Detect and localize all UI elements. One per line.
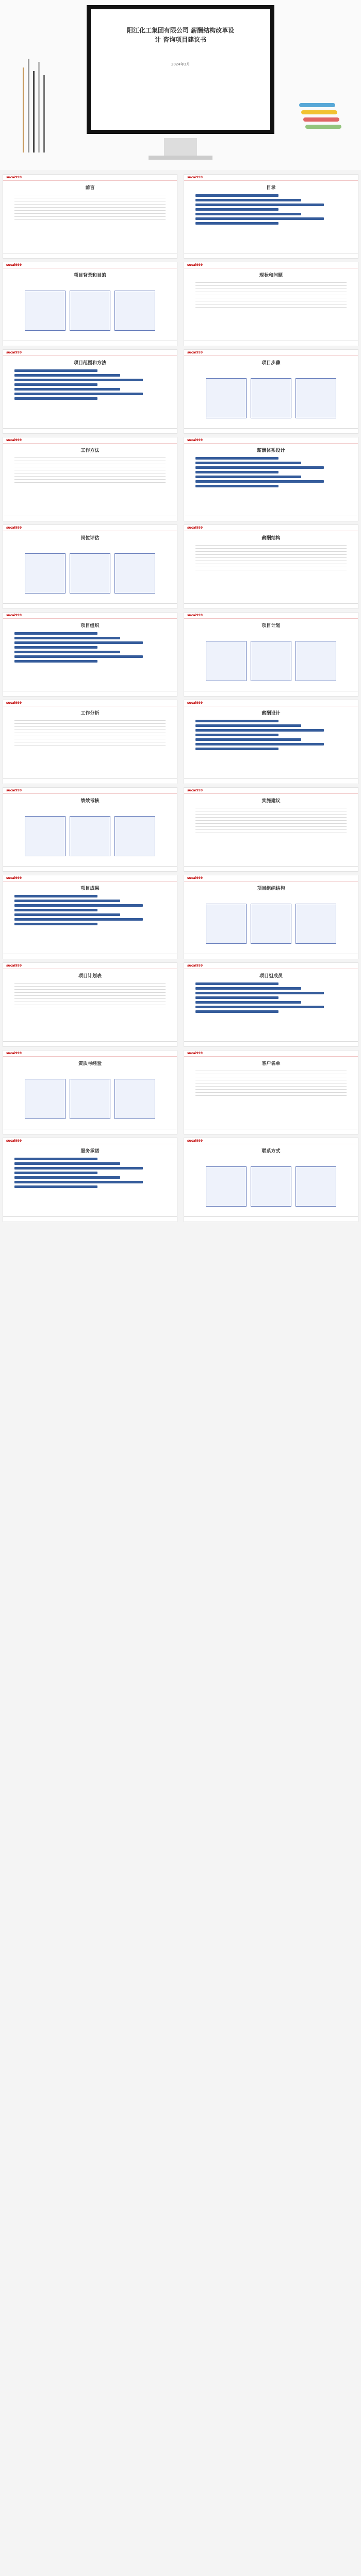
- list-bar: [14, 651, 120, 653]
- text-line: [14, 219, 166, 220]
- brand-logo: sucai999: [187, 438, 203, 442]
- diagram-box: [251, 378, 291, 418]
- list-bar: [14, 1167, 143, 1170]
- slide-footer: [184, 691, 358, 696]
- slide-card: [3, 262, 177, 346]
- diagram-box: [114, 553, 155, 594]
- text-line: [14, 998, 166, 999]
- list-bar: [195, 485, 278, 487]
- list-bar: [14, 660, 97, 663]
- slide-title: 目录: [266, 185, 276, 191]
- slide-row: [0, 1138, 361, 1225]
- list-bar: [14, 637, 120, 639]
- text-line: [195, 545, 347, 546]
- slide-card: [3, 787, 177, 872]
- text-line: [14, 989, 166, 990]
- slide-header: [184, 1138, 358, 1144]
- list-bar: [195, 208, 278, 211]
- slide-card: [3, 349, 177, 434]
- brand-logo: sucai999: [187, 614, 203, 617]
- slide-card: [3, 524, 177, 609]
- text-line: [14, 457, 166, 458]
- text-line: [195, 820, 347, 821]
- slide-row: [0, 437, 361, 524]
- list-bar: [14, 1185, 97, 1188]
- slide-text-block: [14, 718, 166, 748]
- cover-date: 2024年3月: [171, 62, 190, 66]
- slide-header: [3, 1138, 177, 1144]
- text-line: [195, 548, 347, 549]
- color-tool-icon: [303, 117, 339, 122]
- diagram-box: [206, 378, 247, 418]
- slide-card: [184, 437, 358, 521]
- slide-card: [3, 437, 177, 521]
- text-line: [195, 282, 347, 283]
- slide-title: 岗位评估: [80, 536, 100, 541]
- brand-logo: sucai999: [187, 876, 203, 880]
- list-bar: [14, 1172, 97, 1174]
- slide-row: [0, 700, 361, 787]
- text-line: [14, 992, 166, 993]
- slide-card: [184, 174, 358, 259]
- list-bar: [14, 369, 97, 372]
- pencil-icon: [28, 59, 29, 152]
- text-line: [195, 554, 347, 555]
- text-line: [195, 557, 347, 558]
- slide-footer: [3, 1041, 177, 1046]
- brand-logo: sucai999: [6, 1052, 22, 1055]
- pencil-icon: [33, 71, 35, 152]
- list-bar: [195, 462, 301, 464]
- list-bar: [195, 987, 301, 990]
- brand-logo: sucai999: [187, 1052, 203, 1055]
- slide-card: [184, 700, 358, 784]
- list-bar: [195, 194, 278, 197]
- slide-card: [184, 875, 358, 959]
- list-bar: [195, 204, 324, 206]
- slide-title: 项目步骤: [261, 361, 281, 366]
- list-bar: [195, 471, 278, 473]
- slide-text-block: [14, 455, 166, 485]
- brand-logo: sucai999: [6, 614, 22, 617]
- slide-header: [3, 875, 177, 882]
- slide-footer: [184, 1216, 358, 1222]
- text-line: [14, 720, 166, 721]
- list-bar: [14, 1158, 97, 1160]
- diagram-box: [70, 1079, 110, 1119]
- list-bar: [195, 1010, 278, 1013]
- brand-logo: sucai999: [187, 263, 203, 267]
- list-bar: [14, 918, 143, 921]
- text-line: [14, 726, 166, 727]
- slide-text-block: [14, 980, 166, 1011]
- diagram-box: [296, 378, 336, 418]
- color-tool-icon: [299, 103, 335, 107]
- diagram-boxes: [206, 904, 336, 944]
- slide-list-block: [195, 192, 347, 227]
- slide-header: [184, 700, 358, 706]
- text-line: [195, 817, 347, 818]
- slide-card: [3, 875, 177, 959]
- text-line: [14, 204, 166, 205]
- slide-header: [3, 350, 177, 356]
- text-line: [195, 826, 347, 827]
- slide-header: [184, 1050, 358, 1057]
- pencil-icon: [43, 75, 45, 152]
- slide-footer: [184, 341, 358, 346]
- brand-logo: sucai999: [187, 701, 203, 705]
- text-line: [195, 307, 347, 308]
- slide-card: [184, 1050, 358, 1134]
- color-swatch-illustration: [299, 93, 340, 144]
- slide-title: 项目计划表: [78, 974, 102, 979]
- list-bar: [195, 982, 278, 985]
- slide-list-block: [195, 980, 347, 1015]
- slide-header: [184, 875, 358, 882]
- slide-list-block: [14, 893, 166, 927]
- slide-row: [0, 787, 361, 875]
- list-bar: [14, 655, 143, 658]
- list-bar: [14, 1162, 120, 1165]
- text-line: [14, 482, 166, 483]
- list-bar: [195, 466, 324, 469]
- slide-header: [184, 262, 358, 268]
- slide-card: [3, 1050, 177, 1134]
- slide-card: [184, 1138, 358, 1222]
- diagram-box: [25, 291, 65, 331]
- list-bar: [14, 379, 143, 381]
- list-bar: [195, 217, 324, 220]
- slide-footer: [3, 603, 177, 608]
- text-line: [195, 1092, 347, 1093]
- brand-logo: sucai999: [6, 789, 22, 792]
- list-bar: [195, 480, 324, 483]
- list-bar: [14, 388, 120, 391]
- slide-card: [3, 962, 177, 1047]
- slide-header: [3, 700, 177, 706]
- brand-logo: sucai999: [187, 526, 203, 530]
- slide-footer: [3, 866, 177, 871]
- slide-footer: [3, 1129, 177, 1134]
- pencil-cup-illustration: [19, 49, 60, 152]
- slide-header: [3, 437, 177, 444]
- brand-logo: sucai999: [6, 701, 22, 705]
- slide-card: [184, 262, 358, 346]
- slide-footer: [184, 516, 358, 521]
- diagram-box: [251, 1166, 291, 1207]
- slide-card: [184, 349, 358, 434]
- diagram-boxes: [206, 1166, 336, 1207]
- slide-title: 现状和问题: [259, 273, 283, 278]
- slide-title: 服务承诺: [80, 1149, 100, 1154]
- slide-title: 项目成果: [80, 886, 100, 891]
- list-bar: [195, 457, 278, 460]
- slide-title: 项目组成员: [259, 974, 283, 979]
- slide-title: 实施建议: [261, 799, 281, 804]
- slide-header: [3, 175, 177, 181]
- diagram-box: [114, 1079, 155, 1119]
- slide-row: [0, 875, 361, 962]
- text-line: [14, 983, 166, 984]
- text-line: [14, 210, 166, 211]
- list-bar: [195, 724, 301, 727]
- list-bar: [14, 904, 143, 907]
- list-bar: [195, 1001, 301, 1004]
- list-bar: [14, 646, 97, 649]
- text-line: [195, 285, 347, 286]
- slide-title: 薪酬体系设计: [257, 448, 285, 453]
- text-line: [14, 986, 166, 987]
- text-line: [195, 1095, 347, 1096]
- slide-card: [184, 962, 358, 1047]
- slide-text-block: [195, 280, 347, 310]
- slide-row: [0, 962, 361, 1050]
- slide-footer: [3, 778, 177, 784]
- slide-footer: [3, 516, 177, 521]
- list-bar: [14, 383, 97, 386]
- brand-logo: sucai999: [6, 526, 22, 530]
- slide-card: [3, 700, 177, 784]
- monitor-stand: [164, 138, 197, 158]
- list-bar: [14, 641, 143, 644]
- slide-card: [184, 787, 358, 872]
- slide-title: 项目背景和目的: [73, 273, 106, 278]
- slide-text-block: [195, 543, 347, 573]
- slide-header: [184, 613, 358, 619]
- slide-footer: [3, 1216, 177, 1222]
- list-bar: [195, 199, 301, 201]
- list-bar: [14, 632, 97, 635]
- pencil-icon: [23, 67, 24, 152]
- diagram-boxes: [25, 553, 155, 594]
- diagram-boxes: [206, 641, 336, 681]
- slide-title: 项目组织结构: [257, 886, 285, 891]
- slide-list-block: [14, 1156, 166, 1190]
- slide-list-block: [195, 455, 347, 489]
- slide-card: [3, 174, 177, 259]
- slide-header: [3, 613, 177, 619]
- slide-header: [3, 262, 177, 268]
- text-line: [14, 213, 166, 214]
- list-bar: [195, 748, 278, 750]
- slide-list-block: [14, 367, 166, 402]
- slide-footer: [184, 253, 358, 258]
- cover-section: [0, 0, 361, 170]
- list-bar: [195, 729, 324, 732]
- slide-row: [0, 349, 361, 437]
- brand-logo: sucai999: [6, 964, 22, 968]
- brand-logo: sucai999: [187, 789, 203, 792]
- diagram-box: [296, 904, 336, 944]
- slide-header: [184, 525, 358, 531]
- slide-footer: [3, 253, 177, 258]
- text-line: [14, 723, 166, 724]
- slide-list-block: [14, 630, 166, 665]
- slide-row: [0, 612, 361, 700]
- brand-logo: sucai999: [6, 263, 22, 267]
- list-bar: [14, 913, 120, 916]
- list-bar: [14, 1181, 143, 1183]
- diagram-box: [251, 641, 291, 681]
- list-bar: [14, 1176, 120, 1179]
- slide-footer: [3, 428, 177, 433]
- text-line: [14, 476, 166, 477]
- slide-title: 客户名单: [261, 1061, 281, 1066]
- slide-row: [0, 174, 361, 262]
- color-tool-icon: [301, 110, 337, 114]
- diagram-box: [70, 816, 110, 856]
- slide-title: 薪酬设计: [261, 711, 281, 716]
- slide-footer: [184, 866, 358, 871]
- text-line: [195, 1086, 347, 1087]
- slide-header: [3, 1050, 177, 1057]
- list-bar: [14, 909, 97, 911]
- slide-footer: [3, 341, 177, 346]
- slide-footer: [3, 691, 177, 696]
- brand-logo: sucai999: [187, 351, 203, 354]
- text-line: [195, 823, 347, 824]
- slide-row: [0, 524, 361, 612]
- diagram-box: [206, 641, 247, 681]
- slide-title: 工作方法: [80, 448, 100, 453]
- slide-header: [3, 963, 177, 969]
- diagram-boxes: [25, 291, 155, 331]
- diagram-box: [114, 291, 155, 331]
- slide-header: [3, 525, 177, 531]
- brand-logo: sucai999: [6, 176, 22, 179]
- brand-logo: sucai999: [187, 176, 203, 179]
- list-bar: [195, 992, 324, 994]
- brand-logo: sucai999: [6, 876, 22, 880]
- slide-footer: [184, 778, 358, 784]
- diagram-boxes: [25, 816, 155, 856]
- slide-card: [184, 612, 358, 697]
- text-line: [195, 1089, 347, 1090]
- slide-row: [0, 262, 361, 349]
- slide-header: [184, 437, 358, 444]
- color-tool-icon: [305, 125, 341, 129]
- diagram-box: [70, 553, 110, 594]
- diagram-box: [114, 816, 155, 856]
- slide-header: [184, 175, 358, 181]
- diagram-box: [296, 1166, 336, 1207]
- list-bar: [195, 738, 301, 741]
- slide-text-block: [195, 805, 347, 836]
- slide-list-block: [195, 718, 347, 752]
- list-bar: [14, 923, 97, 925]
- slide-title: 项目组织: [80, 623, 100, 629]
- list-bar: [195, 1006, 324, 1008]
- cover-title: 阳江化工集团有限公司 薪酬结构改革设计 咨询项目建议书: [126, 27, 235, 43]
- slide-title: 绩效考核: [80, 799, 100, 804]
- diagram-box: [206, 1166, 247, 1207]
- slide-title: 联系方式: [261, 1149, 281, 1154]
- list-bar: [195, 213, 301, 215]
- list-bar: [195, 743, 324, 745]
- list-bar: [195, 720, 278, 722]
- text-line: [14, 995, 166, 996]
- text-line: [14, 207, 166, 208]
- list-bar: [195, 476, 301, 478]
- slide-text-block: [195, 1068, 347, 1098]
- slide-card: [3, 612, 177, 697]
- slide-card: [3, 1138, 177, 1222]
- diagram-box: [70, 291, 110, 331]
- diagram-boxes: [25, 1079, 155, 1119]
- list-bar: [14, 397, 97, 400]
- slide-footer: [184, 428, 358, 433]
- slide-footer: [184, 603, 358, 608]
- slide-text-block: [14, 192, 166, 223]
- diagram-box: [25, 1079, 65, 1119]
- slide-footer: [184, 954, 358, 959]
- slide-header: [3, 788, 177, 794]
- slide-title: 资质与经验: [78, 1061, 102, 1066]
- text-line: [195, 829, 347, 830]
- list-bar: [14, 374, 120, 377]
- diagram-box: [25, 816, 65, 856]
- slide-title: 前言: [85, 185, 95, 191]
- text-line: [195, 814, 347, 815]
- diagram-box: [206, 904, 247, 944]
- list-bar: [195, 222, 278, 225]
- list-bar: [14, 393, 143, 395]
- slide-title: 工作分析: [80, 711, 100, 716]
- slide-card: [184, 524, 358, 609]
- text-line: [14, 216, 166, 217]
- slide-footer: [184, 1041, 358, 1046]
- diagram-boxes: [206, 378, 336, 418]
- diagram-box: [251, 904, 291, 944]
- monitor-base: [149, 156, 212, 160]
- slide-footer: [184, 1129, 358, 1134]
- brand-logo: sucai999: [6, 1139, 22, 1143]
- list-bar: [14, 900, 120, 902]
- brand-logo: sucai999: [187, 1139, 203, 1143]
- text-line: [14, 479, 166, 480]
- slide-title: 薪酬结构: [261, 536, 281, 541]
- brand-logo: sucai999: [6, 351, 22, 354]
- list-bar: [195, 734, 278, 736]
- slide-title: 项目计划: [261, 623, 281, 629]
- list-bar: [195, 996, 278, 999]
- text-line: [195, 551, 347, 552]
- list-bar: [14, 895, 97, 897]
- pencil-icon: [38, 62, 40, 152]
- diagram-box: [25, 553, 65, 594]
- slide-header: [184, 963, 358, 969]
- slide-header: [184, 788, 358, 794]
- slide-header: [184, 350, 358, 356]
- brand-logo: sucai999: [187, 964, 203, 968]
- slide-title: 项目范围和方法: [73, 361, 106, 366]
- slide-footer: [3, 954, 177, 959]
- diagram-box: [296, 641, 336, 681]
- slide-row: [0, 1050, 361, 1138]
- monitor-frame: [87, 5, 274, 134]
- brand-logo: sucai999: [6, 438, 22, 442]
